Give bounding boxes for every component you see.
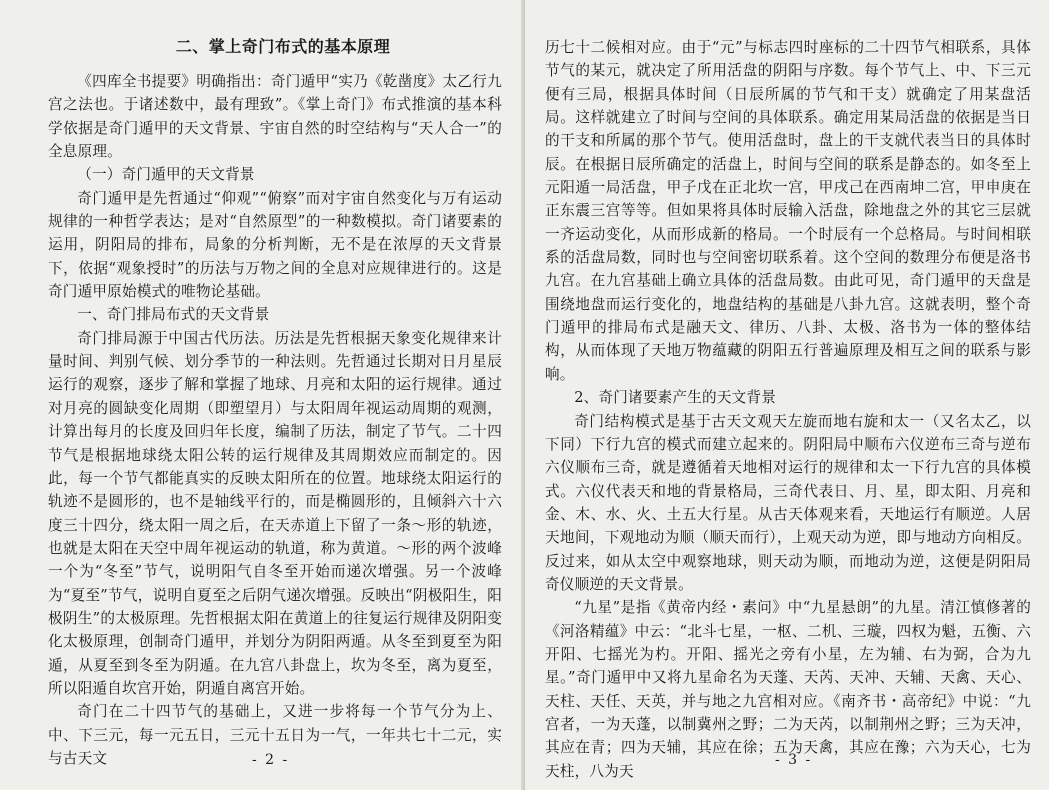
- body-paragraph: 奇门遁甲是先哲通过“仰观”“俯察”而对宇宙自然变化与万有运动规律的一种哲学表达；是对“自然原型”的一种数模拟。奇门诸要素的运用，阴阳局的排布，局象的分析判断，无不是在浓厚的天文背景下，依据“观象授时”的历法与万物之间的全息对应规律进行的。这是奇门遁甲原始模式的唯物论基础。: [48, 189, 502, 301]
- subsection-heading-astronomy: （一）奇门遁甲的天文背景: [77, 166, 255, 184]
- body-paragraph: 奇门在二十四节气的基础上，又进一步将每一个节气分为上、中、下三元，每一元五日，三元十五日为一气，一年共七十二元，实与古天文: [48, 703, 502, 767]
- subsection-heading-layout: 一、奇门排局布式的天文背景: [77, 306, 270, 324]
- body-paragraph: 奇门排局源于中国古代历法。历法是先哲根据天象变化规律来计量时间、判别气候、划分季节的一种法则。先哲通过长期对日月星辰运行的观察，逐步了解和掌握了地球、月亮和太阳的运行规律。通过对月亮的圆缺变化周期（即塑望月）与太阳周年视运动周期的观测，计算出每月的长度及回归年长度，编制了历法，制定了节气。二十四节气是根据地球绕太阳公转的运行规律及其周期效应而制定的。因此，每一个节气都能真实的反映太阳所在的位置。地球绕太阳运行的轨迹不是圆形的，也不是轴线平行的，而是椭圆形的，且倾斜六十六度三十四分，绕太阳一周之后，在天赤道上下留了一条～形的轨迹，也就是太阳在天空中周年视运动的轨道，称为黄道。～形的两个波峰一个为“冬至”节气，说明阳气自冬至开始而递次增强。另一个波峰为“夏至”节气，说明自夏至之后阴气递次增强。反映出“阴极阳生，阳极阴生”的太极原理。先哲根据太阳在黄道上的往复运行规律及阴阳变化太极原理，创制奇门遁甲，并划分为阴阳两遁。从冬至到夏至为阳遁，从夏至到冬至为阴遁。在九宫八卦盘上，坎为冬至，离为夏至，所以阳遁自坎宫开始，阴遁自离宫开始。: [48, 329, 502, 697]
- continued-paragraph: 历七十二候相对应。由于“元”与标志四时座标的二十四节气相联系，具体节气的某元，就决定了所用活盘的阴阳与序数。每个节气上、中、下三元便有三局，根据具体时间（日辰所属的节气和干支）就确定了用某盘活局。这样就建立了时间与空间的具体联系。确定用某局活盘的依据是当日的干支和所属的那个节气。使用活盘时，盘上的干支就代表当日的具体时辰。在根据日辰所确定的活盘上，时间与空间的联系是静态的。如冬至上元阳遁一局活盘，甲子戊在正北坎一宫，甲戌己在西南坤二宫，甲申庚在正东震三宫等等。但如果将具体时辰输入活盘，除地盘之外的其它三层就一齐运动变化，从而形成新的格局。一个时辰有一个总格局。与时间相联系的活盘局数，同时也与空间密切联系着。这个空间的数理分布便是洛书九宫。在九宫基础上确立具体的活盘局数。由此可见，奇门遁甲的天盘是围绕地盘而运行变化的，地盘结构的基础是八卦九宫。这就表明，整个奇门遁甲的排局布式是融天文、律历、八卦、太极、洛书为一体的整体结构，从而体现了天地万物蕴藏的阴阳五行普遍原理及相互之间的联系与影响。: [545, 39, 1031, 383]
- page-number: - 2 -: [252, 752, 290, 768]
- page-number: - 3 -: [775, 752, 813, 768]
- body-paragraph: 奇门结构模式是基于古天文观天左旋而地右旋和太一（又名太乙，以下同）下行九宫的模式而建立起来的。阴阳局中顺布六仪逆布三奇与逆布六仪顺布三奇，就是遵循着天地相对运行的规律和太一下行九宫的具体模式。六仪代表天和地的背景格局，三奇代表日、月、星，即太阳、月亮和金、木、水、火、土五大行星。从古天体观来看，天地运行有顺逆。人居天地间，下观地动为顺（顺天而行），上观天动为逆，即与地动方向相反。反过来，如从太空中观察地球，则天动为顺，而地动为逆，这便是阴阳局奇仪顺逆的天文背景。: [545, 412, 1031, 593]
- body-paragraph: “九星”是指《黄帝内经・素问》中“九星悬朗”的九星。清江慎修著的《河洛精蕴》中云：“北斗七星，一枢、二机、三璇，四权为魁，五衡、六开阳、七摇光为杓。开阳、摇光之旁有小星，左为辅、右为弼，合为九星。”奇门遁甲中又将九星命名为天蓬、天芮、天冲、天辅、天禽、天心、天柱、天任、天英，并与地之九宫相对应。《南齐书・高帝纪》中说：“九宫者，一为天蓬，以制冀州之野；二为天芮，以制荆州之野；三为天冲，其应在青；四为天辅，其应在徐；五为天禽，其应在豫；六为天心，七为天柱，八为天: [545, 599, 1031, 780]
- subsection-heading-elements: 2、奇门诸要素产生的天文背景: [574, 389, 776, 407]
- right-page-body: [545, 36, 1031, 783]
- section-heading: 二、掌上奇门布式的基本原理: [175, 37, 391, 56]
- intro-paragraph: 《四库全书提要》明确指出：奇门遁甲“实乃《乾凿度》太乙行九宫之法也。于诸述数中，最有理致”。《掌上奇门》布式推演的基本科学依据是奇门遁甲的天文背景、宇宙自然的时空结构与“天人合一”的全息原理。: [48, 73, 502, 161]
- right-page: [525, 0, 1049, 790]
- left-page-body: [48, 70, 502, 770]
